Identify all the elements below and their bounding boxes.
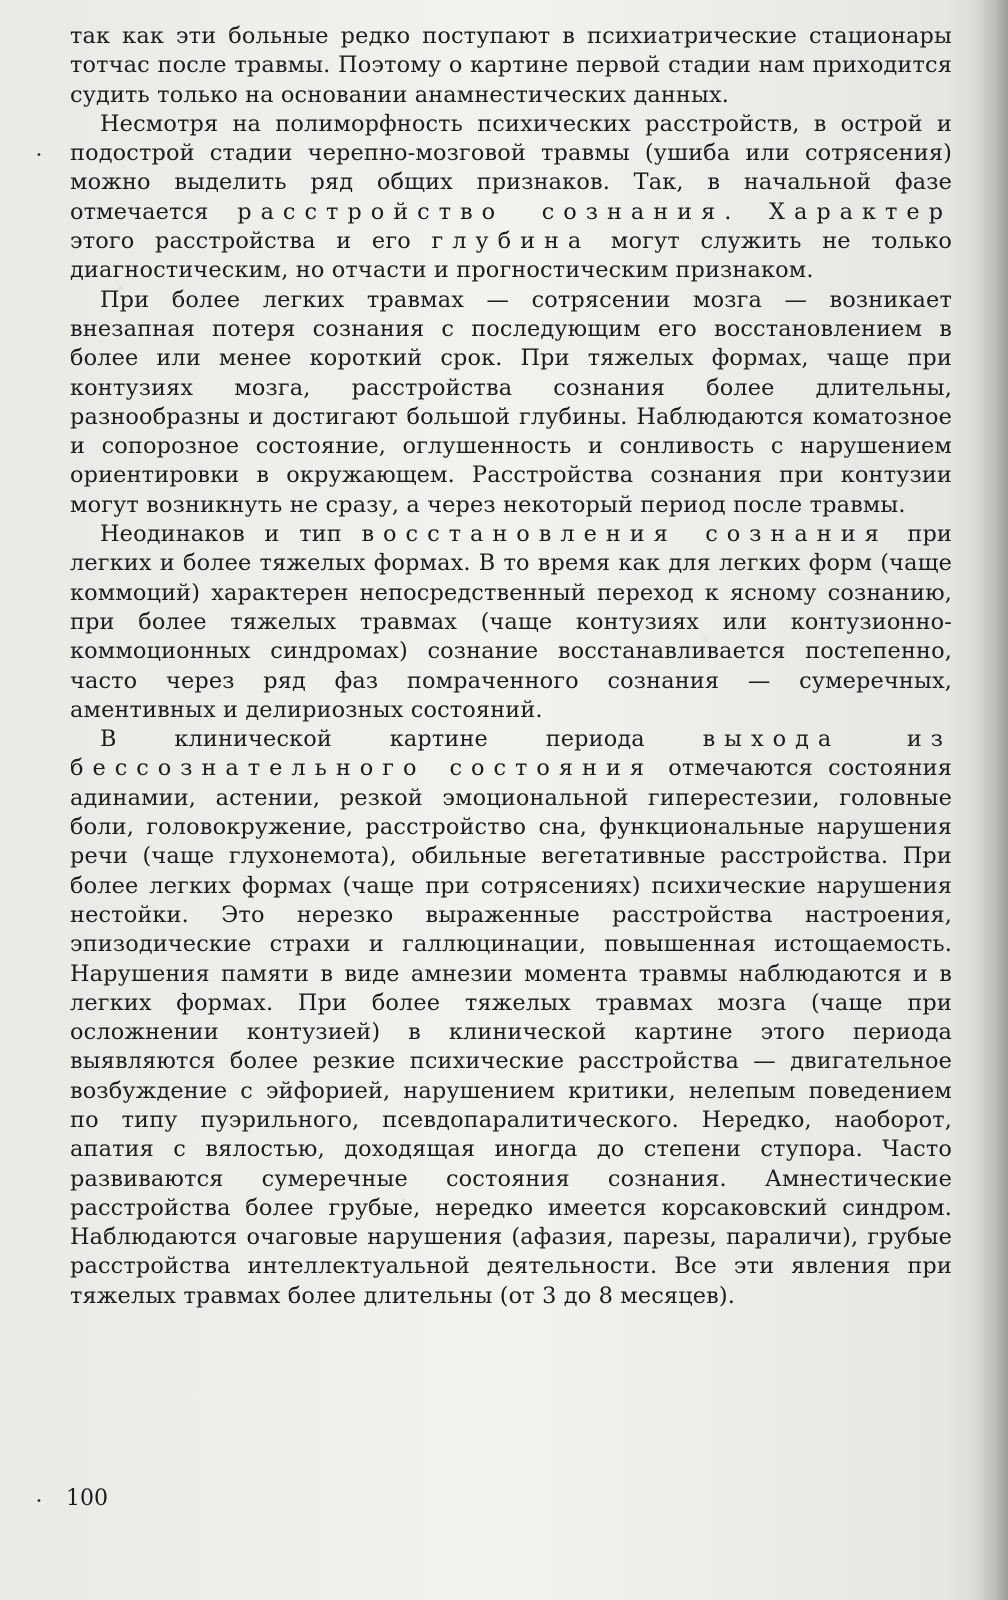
paragraph-1 [70, 22, 952, 110]
text-segment: при легких и более тяжелых формах. В то время как для легких форм (чаще коммоций) характерен непосредственный переход к ясному сознанию, при более тяжелых травмах (чаще контузиях или контузионно-коммоционных синдромах) сознание восстанавливается постепенно, часто через ряд фаз помраченного сознания — сумеречных, аментивных и делириозных состояний. [70, 521, 952, 723]
text-segment: Неодинаков и тип [100, 521, 362, 548]
text-segment: В клинической картине периода [100, 726, 703, 753]
spaced-term: глубина [431, 228, 591, 255]
text-segment [740, 199, 769, 225]
margin-dot: • [36, 1496, 42, 1507]
paragraph-4 [70, 520, 952, 725]
text-segment: могут служить не только диагностическим, но отчасти и прогностическим признаком. [70, 228, 952, 284]
spaced-term: расстройство сознания. [237, 198, 741, 225]
spaced-term: Характер [769, 198, 952, 225]
margin-dot: • [36, 150, 42, 161]
paragraph-3 [70, 286, 952, 520]
text-segment: отмечаются состояния адинамии, астении, резкой эмоциональной гиперестезии, головные боли, головокружение, расстройство сна, функциональные нарушения речи (чаще глухонемота), обильные вегетативные расстройства. При более легких формах (чаще при сотрясениях) психические нарушения нестойки. Это нерезко выраженные расстройства настроения, эпизодические страхи и галлюцинации, повышенная истощаемость. Нарушения памяти в виде амнезии момента травмы наблюдаются и в легких формах. При более тяжелых травмах мозга (чаще при осложнении контузией) в клинической картине этого периода выявляются более резкие психические расстройства — двигательное возбуждение с эйфорией, нарушением критики, нелепым поведением по типу пуэрильного, псевдопаралитического. Нередко, наоборот, апатия с вялостью, доходящая иногда до степени ступора. Часто развиваются сумеречные состояния сознания. Амнестические расстройства более грубые, нередко имеется корсаковский синдром. Наблюдаются очаговые нарушения (афазия, парезы, параличи), грубые расстройства интеллектуальной деятельности. Все эти явления при тяжелых травмах более длительны (от 3 до 8 месяцев). [70, 755, 952, 1309]
page-number: 100 [66, 1486, 108, 1511]
spaced-term: выхода из бессознательного состояния [70, 726, 952, 782]
body-text [70, 22, 952, 1311]
spaced-term: восстановления сознания [361, 521, 888, 548]
text-segment: Несмотря на полиморфность психических расстройств, в острой и подострой стадии черепно-мозговой травмы (ушиба или сотрясения) можно выделить ряд общих признаков. Так, в начальной фазе отмечается [70, 110, 952, 225]
text-segment: этого расстройства и его [70, 228, 432, 255]
page-edge-shadow [974, 0, 1008, 1600]
paragraph-2 [70, 110, 952, 286]
text-segment: При более легких травмах — сотрясении мозга — возникает внезапная потеря сознания с последующим его восстановлением в более или менее короткий срок. При тяжелых формах, чаще при контузиях мозга, расстройства сознания более длительны, разнообразны и достигают большой глубины. Наблюдаются коматозное и сопорозное состояние, оглушенность и сонливость с нарушением ориентировки в окружающем. Расстройства сознания при контузии могут возникнуть не сразу, а через некоторый период после травмы. [70, 286, 952, 518]
paragraph-5 [70, 725, 952, 1311]
text-segment: так как эти больные редко поступают в психиатрические стационары тотчас после травмы. Поэтому о картине первой стадии нам приходится судить только на основании анамнестических данных. [70, 23, 952, 108]
